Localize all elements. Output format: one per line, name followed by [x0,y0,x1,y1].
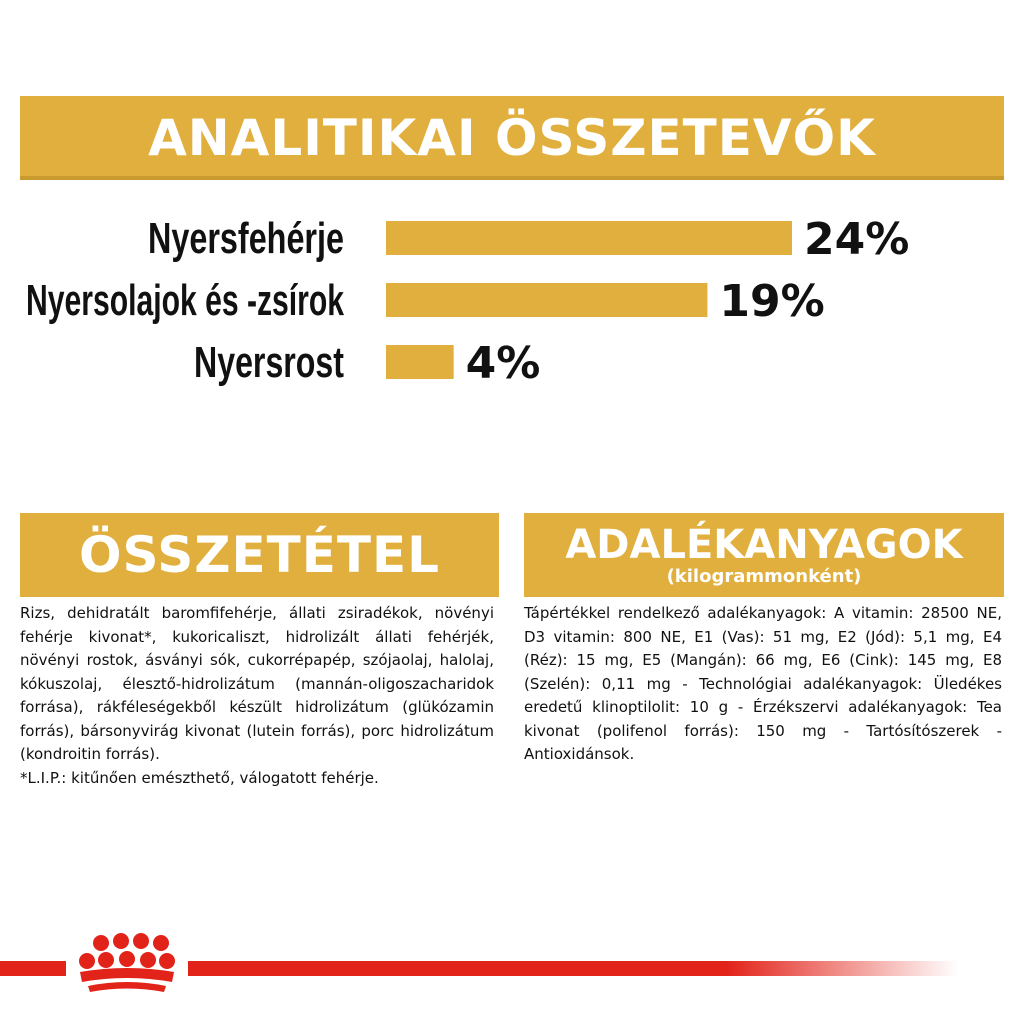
bar-1 [386,283,707,317]
bar-value-label-2: 4% [465,338,541,389]
composition-text-block [20,602,494,790]
brand-footer [0,930,1024,1000]
royal-canin-crown-icon [79,933,175,992]
title-banner-shadow [20,176,1004,180]
footer-left-stripe [0,961,66,976]
additives-heading: ADALÉKANYAGOK [565,522,963,568]
footer-right-stripe [188,961,958,976]
composition-banner [20,513,499,597]
composition-heading: ÖSSZETÉTEL [78,526,441,584]
composition-footnote: *L.I.P.: kitűnően emészthető, válogatott fehérje. [20,768,379,787]
additives-text: Tápértékkel rendelkező adalékanyagok: A vitamin: 28500 NE, D3 vitamin: 800 NE, E1 (Vas): 51 mg, E2 (Jód): 5,1 mg, E4 (Réz): 15 mg, E5 (Mangán): 66 mg, E6 (Cink): 145 mg, E8 (Szelén): 0,11 mg - Technológiai adalékanyagok: Üledékes eredetű klinoptilolit: 10 g - Érzékszervi adalékanyagok: Tea kivonat (polifenol forrás): 150 mg - Tartósítószerek - Antioxidánsok. [524,604,1002,763]
bar-label-0: Nyersfehérje [148,214,344,263]
bar-label-2: Nyersrost [194,338,345,387]
page-title: ANALITIKAI ÖSSZETEVŐK [148,109,876,167]
bar-value-label-1: 19% [719,276,825,327]
additives-subheading: (kilogrammonként) [666,566,862,587]
additives-banner [524,513,1004,597]
bar-label-1: Nyersolajok és -zsírok [26,276,345,325]
nutrient-bar-chart [0,196,1024,396]
bar-2 [386,345,454,379]
title-banner [20,96,1004,180]
composition-text: Rizs, dehidratált baromfifehérje, állati zsiradékok, növényi fehérje kivonat*, kukoricaliszt, hidrolizált állati fehérjék, növényi rostok, ásványi sók, cukorrépapép, szójaolaj, halolaj, kókuszolaj, élesztő-hidrolizátum (mannán-oligoszacharidok forrása), rákféleségekből készült hidrolizátum (glükózamin forrás), bársonyvirág kivonat (lutein forrás), porc hidrolizátum (kondroitin forrás). [20,604,494,763]
bar-value-label-0: 24% [804,214,910,265]
additives-text-block [524,602,1002,767]
bar-0 [386,221,792,255]
